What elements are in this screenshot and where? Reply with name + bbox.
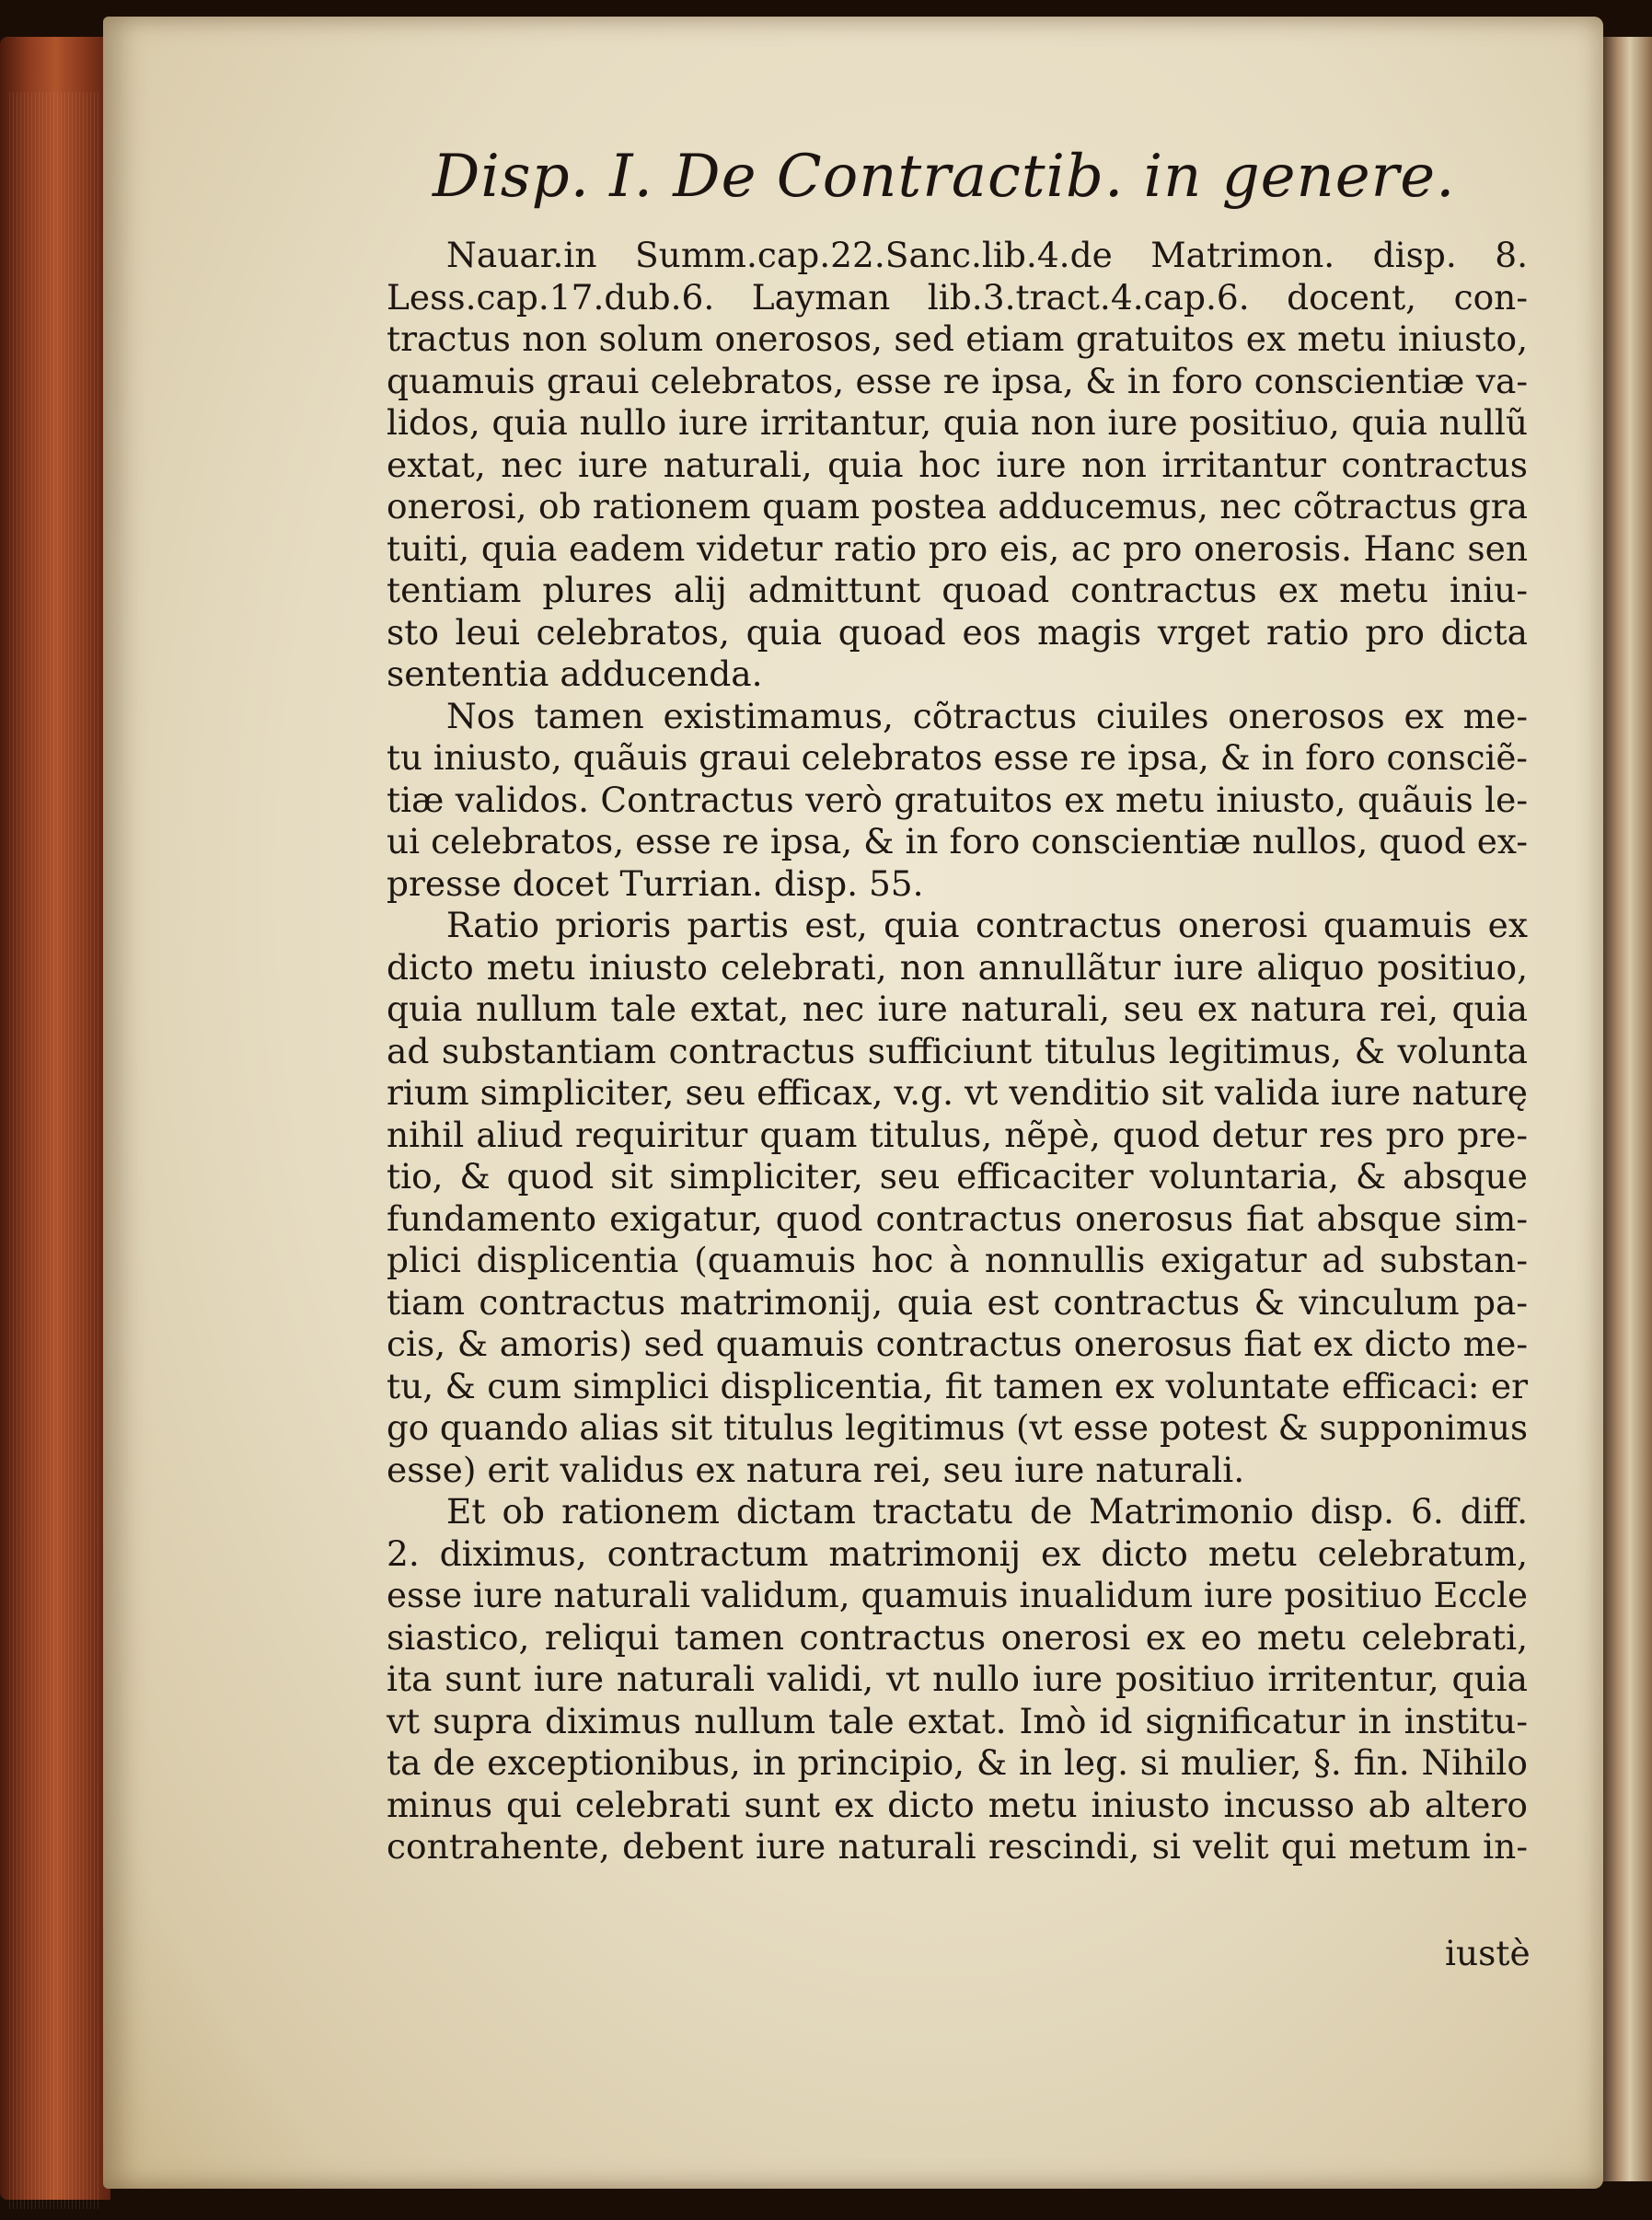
text-line: ita sunt iure naturali validi, vt nullo iure positiuo irritentur, quia: [387, 1659, 1528, 1699]
text-line: minus qui celebrati sunt ex dicto metu iniusto incusso ab altero: [387, 1784, 1528, 1825]
text-line: sententia adducenda.: [387, 653, 763, 694]
text-line: tuiti, quia eadem videtur ratio pro eis, ac pro onerosis. Hanc sen: [387, 527, 1528, 569]
text-line: extat, nec iure naturali, quia hoc iure non irritantur contractus: [387, 444, 1528, 485]
text-line: onerosi, ob rationem quam postea adducemus, nec cõtractus gra: [387, 486, 1528, 526]
text-line: Ratio prioris partis est, quia contractus onerosi quamuis ex: [446, 905, 1528, 945]
text-line: Nos tamen existimamus, cõtractus ciuiles onerosos ex me-: [446, 695, 1528, 736]
page-edge-lines: [9, 92, 101, 2209]
text-line: lidos, quia nullo iure irritantur, quia non iure positiuo, quia nullũ: [387, 402, 1528, 443]
text-line: fundamento exigatur, quod contractus onerosus fiat absque sim-: [387, 1197, 1528, 1239]
text-line: tractus non solum onerosos, sed etiam gratuitos ex metu iniusto,: [387, 318, 1528, 359]
text-line: 2. diximus, contractum matrimonij ex dicto metu celebratum,: [387, 1532, 1528, 1574]
text-line: Et ob rationem dictam tractatu de Matrimonio disp. 6. diff.: [446, 1491, 1528, 1532]
text-line: Less.cap.17.dub.6. Layman lib.3.tract.4.cap.6. docent, con-: [387, 276, 1528, 318]
text-line: sto leui celebratos, quia quoad eos magis vrget ratio pro dicta: [387, 611, 1528, 653]
text-line: esse) erit validus ex natura rei, seu iure naturali.: [387, 1449, 1245, 1490]
text-line: ta de exceptionibus, in principio, & in leg. si mulier, §. fin. Nihilo: [387, 1742, 1528, 1783]
text-line: nihil aliud requiritur quam titulus, nẽpè, quod detur res pro pre-: [387, 1114, 1528, 1155]
text-line: tiam contractus matrimonij, quia est contractus & vinculum pa-: [387, 1281, 1528, 1323]
text-line: presse docet Turrian. disp. 55.: [387, 862, 924, 904]
catchword: iustè: [1445, 1933, 1531, 1973]
text-line: tiæ validos. Contractus verò gratuitos ex metu iniusto, quãuis le-: [387, 779, 1528, 820]
body-text: [387, 235, 1528, 1868]
running-head: Disp. I. De Contractib. in genere.: [433, 143, 1456, 211]
text-line: quia nullum tale extat, nec iure naturali, seu ex natura rei, quia: [387, 989, 1528, 1029]
text-line: Nauar.in Summ.cap.22.Sanc.lib.4.de Matrimon. disp. 8.: [446, 235, 1528, 275]
text-line: tu, & cum simplici displicentia, fit tamen ex voluntate efficaci: er: [387, 1365, 1528, 1406]
text-line: dicto metu iniusto celebrati, non annullãtur iure aliquo positiuo,: [387, 946, 1528, 988]
text-line: quamuis graui celebratos, esse re ipsa, & in foro conscientiæ va-: [387, 360, 1528, 401]
text-line: cis, & amoris) sed quamuis contractus onerosus fiat ex dicto me-: [387, 1324, 1528, 1364]
text-line: tu iniusto, quãuis graui celebratos esse re ipsa, & in foro consciẽ-: [387, 737, 1528, 778]
text-line: ad substantiam contractus sufficiunt titulus legitimus, & volunta: [387, 1030, 1528, 1071]
text-line: go quando alias sit titulus legitimus (vt esse potest & supponimus: [387, 1408, 1528, 1448]
text-line: ui celebratos, esse re ipsa, & in foro conscientiæ nullos, quod ex-: [387, 821, 1528, 861]
text-line: siastico, reliqui tamen contractus onerosi ex eo metu celebrati,: [387, 1616, 1528, 1658]
text-line: contrahente, debent iure naturali rescindi, si velit qui metum in-: [387, 1826, 1528, 1867]
text-line: esse iure naturali validum, quamuis inualidum iure positiuo Eccle: [387, 1576, 1528, 1615]
text-line: rium simpliciter, seu efficax, v.g. vt venditio sit valida iure naturę: [387, 1072, 1528, 1113]
text-line: tio, & quod sit simpliciter, seu efficaciter voluntaria, & absque: [387, 1156, 1528, 1197]
text-line: plici displicentia (quamuis hoc à nonnullis exigatur ad substan-: [387, 1240, 1528, 1280]
text-line: tentiam plures alij admittunt quoad contractus ex metu iniu-: [387, 570, 1528, 610]
text-line: vt supra diximus nullum tale extat. Imò id significatur in institu-: [387, 1700, 1528, 1741]
next-page-edge: [1597, 37, 1652, 2181]
book-fore-edge: [0, 37, 110, 2200]
